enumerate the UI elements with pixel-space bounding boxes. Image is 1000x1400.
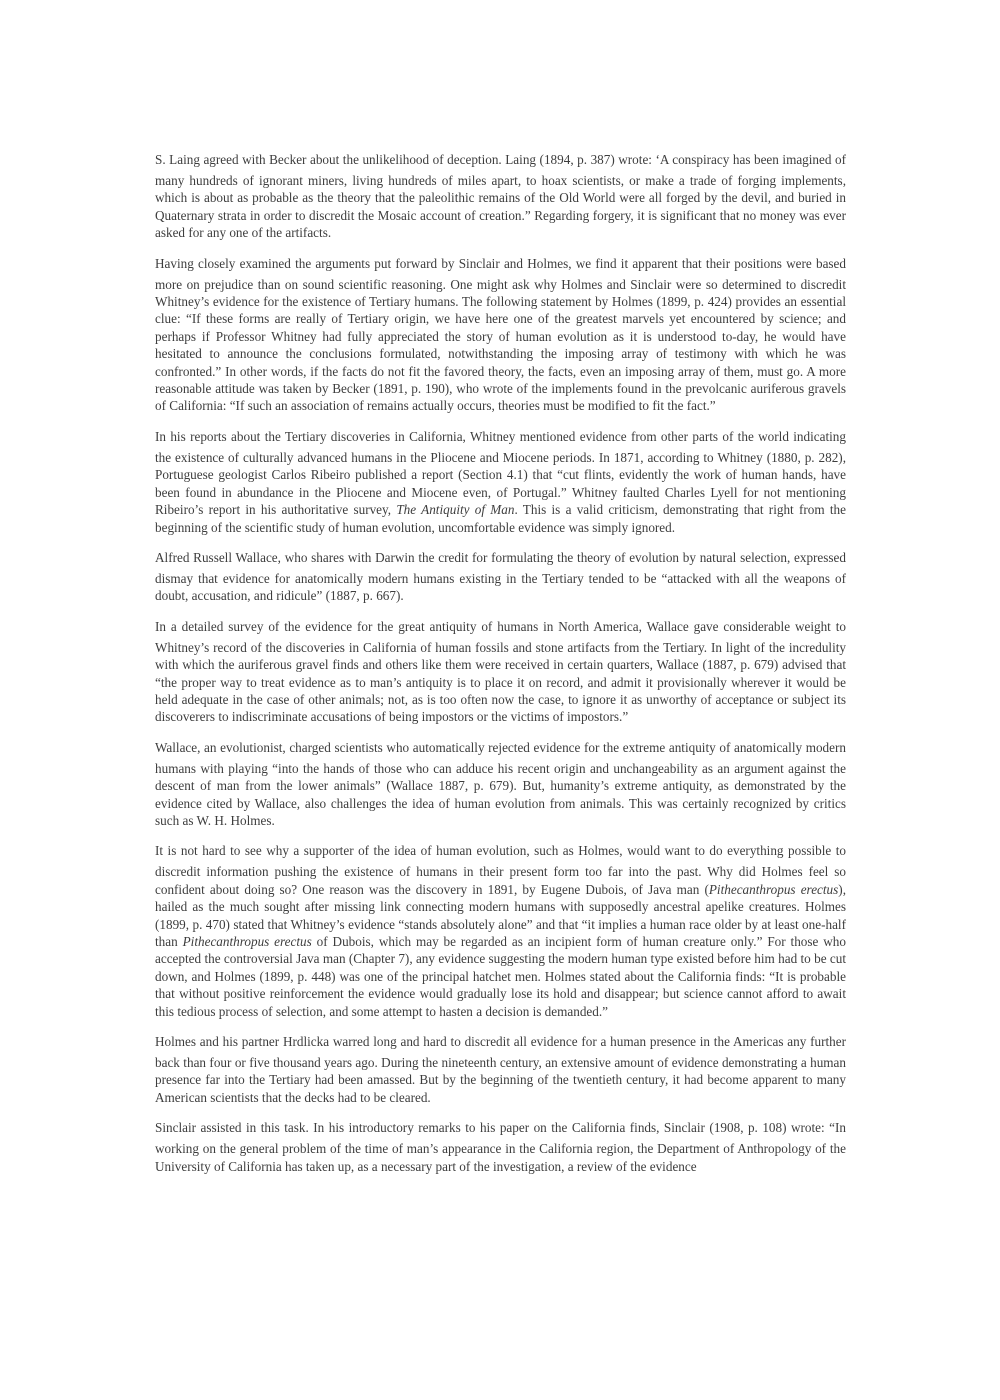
text-run: Alfred Russell Wallace, who shares with Darwin the credit for formulating the theory of evolution by natural selection, expressed dismay that evidence for anatomically modern humans existing in the Tertiary tended to be “attacked with all the weapons of doubt, accusation, and ridicule” (1887, p. 667).	[155, 549, 846, 604]
text-run: In his reports about the Tertiary discoveries in California, Whitney mentioned evidence from other parts of the world indicating the existence of culturally advanced humans in the Pliocene and Miocene periods. In 1871, according to Whitney (1880, p. 282), Portuguese geologist Carlos Ribeiro published a report (Section 4.1) that “cut flints, evidently the work of human hands, have been found in abundance in the Pliocene and Miocene even, of Portugal.” Whitney faulted Charles Lyell for not mentioning Ribeiro’s report in his authoritative survey,	[155, 428, 846, 518]
paragraph	[155, 1116, 846, 1175]
paragraph	[155, 546, 846, 605]
text-run: In a detailed survey of the evidence for the great antiquity of humans in North America, Wallace gave considerable weight to Whitney’s record of the discoveries in California of human fossils and stone artifacts from the Tertiary. In light of the incredulity with which the auriferous gravel finds and others like them were received in certain quarters, Wallace (1887, p. 679) advised that “the proper way to treat evidence as to man’s antiquity is to place it on record, and admit it provisionally wherever it would be held adequate in the case of other animals; not, as is too often now the case, to ignore it as unworthy of acceptance or subject its discoverers to indiscriminate accusations of being impostors or the victims of impostors.”	[155, 618, 846, 725]
text-run: of Dubois, which may be regarded as an incipient form of human creature only.” For those who accepted the controversial Java man (Chapter 7), any evidence suggesting the modern human type existed before him had to be cut down, and Holmes (1899, p. 448) was one of the principal hatchet men. Holmes stated about the California finds: “It is probable that without positive reinforcement the evidence would gradually lose its hold and disappear; but science cannot afford to await this tedious process of selection, and some attempt to hasten a decision is demanded.”	[155, 934, 846, 1019]
species-name: Pithecanthropus erectus	[708, 881, 839, 897]
text-run: Holmes and his partner Hrdlicka warred long and hard to discredit all evidence for a human presence in the Americas any further back than four or five thousand years ago. During the nineteenth century, an extensive amount of evidence demonstrating a human presence far into the Tertiary had been amassed. But by the beginning of the twentieth century, it had become apparent to many American scientists that the decks had to be cleared.	[155, 1034, 846, 1105]
page-text-block	[155, 148, 846, 1185]
paragraph	[155, 148, 846, 242]
text-run: ), hailed as the much sought after missing link connecting modern humans with supposedly ancestral apelike creatures. Holmes (1899, p. 470) stated that Whitney’s evidence “stands absolutely alone” and that “it implies a human race older by at least one-half than	[155, 881, 846, 949]
paragraph	[155, 1030, 846, 1106]
paragraph	[155, 839, 846, 1020]
species-name: Pithecanthropus erectus	[182, 934, 312, 949]
text-run: It is not hard to see why a supporter of the idea of human evolution, such as Holmes, would want to do everything possible to discredit information pushing the existence of humans in their present form too far into the past. Why did Holmes feel so confident about doing so? One reason was the discovery in 1891, by Eugene Dubois, of Java man (	[155, 843, 846, 897]
text-run: Having closely examined the arguments put forward by Sinclair and Holmes, we find it apparent that their positions were based more on prejudice than on sound scientific reasoning. One might ask why Holmes and Sinclair were so determined to discredit Whitney’s evidence for the existence of Tertiary humans. The following statement by Holmes (1899, p. 424) provides an essential clue: “If these forms are really of Tertiary origin, we have here one of the greatest marvels yet encountered by science; and perhaps if Professor Whitney had fully appreciated the story of human evolution as it is understood to-day, he would have hesitated to announce the conclusions formulated, notwithstanding the imposing array of testimony with which he was confronted.” In other words, if the facts do not fit the favored theory, the facts, even an imposing array of them, must go. A more reasonable attitude was taken by Becker (1891, p. 190), who wrote of the implements found in the prevolcanic auriferous gravels of California: “If such an association of remains actually occurs, theories must be modified to fit the fact.”	[155, 255, 846, 414]
paragraph	[155, 615, 846, 726]
paragraph	[155, 252, 846, 415]
text-run: Sinclair assisted in this task. In his introductory remarks to his paper on the California finds, Sinclair (1908, p. 108) wrote: “In working on the general problem of the time of man’s appearance in the California region, the Department of Anthropology of the University of California has taken up, as a necessary part of the investigation, a review of the evidence	[155, 1120, 846, 1174]
text-run: Wallace, an evolutionist, charged scientists who automatically rejected evidence for the extreme antiquity of anatomically modern humans with playing “into the hands of those who can adduce his recent origin and unchangeability as an argument against the descent of man from the lower animals” (Wallace 1887, p. 679). But, humanity’s extreme antiquity, as demonstrated by the evidence cited by Wallace, also challenges the idea of human evolution from animals. This was certainly recognized by critics such as W. H. Holmes.	[155, 739, 846, 828]
text-run: . This is a valid criticism, demonstrating that right from the beginning of the scientific study of human evolution, uncomfortable evidence was simply ignored.	[155, 502, 846, 535]
book-title: The Antiquity of Man	[396, 502, 515, 518]
paragraph	[155, 425, 846, 536]
paragraph	[155, 736, 846, 830]
text-run: S. Laing agreed with Becker about the unlikelihood of deception. Laing (1894, p. 387) wrote: ‘A conspiracy has been imagined of many hundreds of ignorant miners, living hundreds of miles apart, to hoax scientists, or make a trade of forging implements, which is about as probable as the theory that the paleolithic remains of the Old World were all forged by the devil, and buried in Quaternary strata in order to discredit the Mosaic account of creation.” Regarding forgery, it is significant that no money was ever asked for any one of the artifacts.	[155, 152, 846, 241]
